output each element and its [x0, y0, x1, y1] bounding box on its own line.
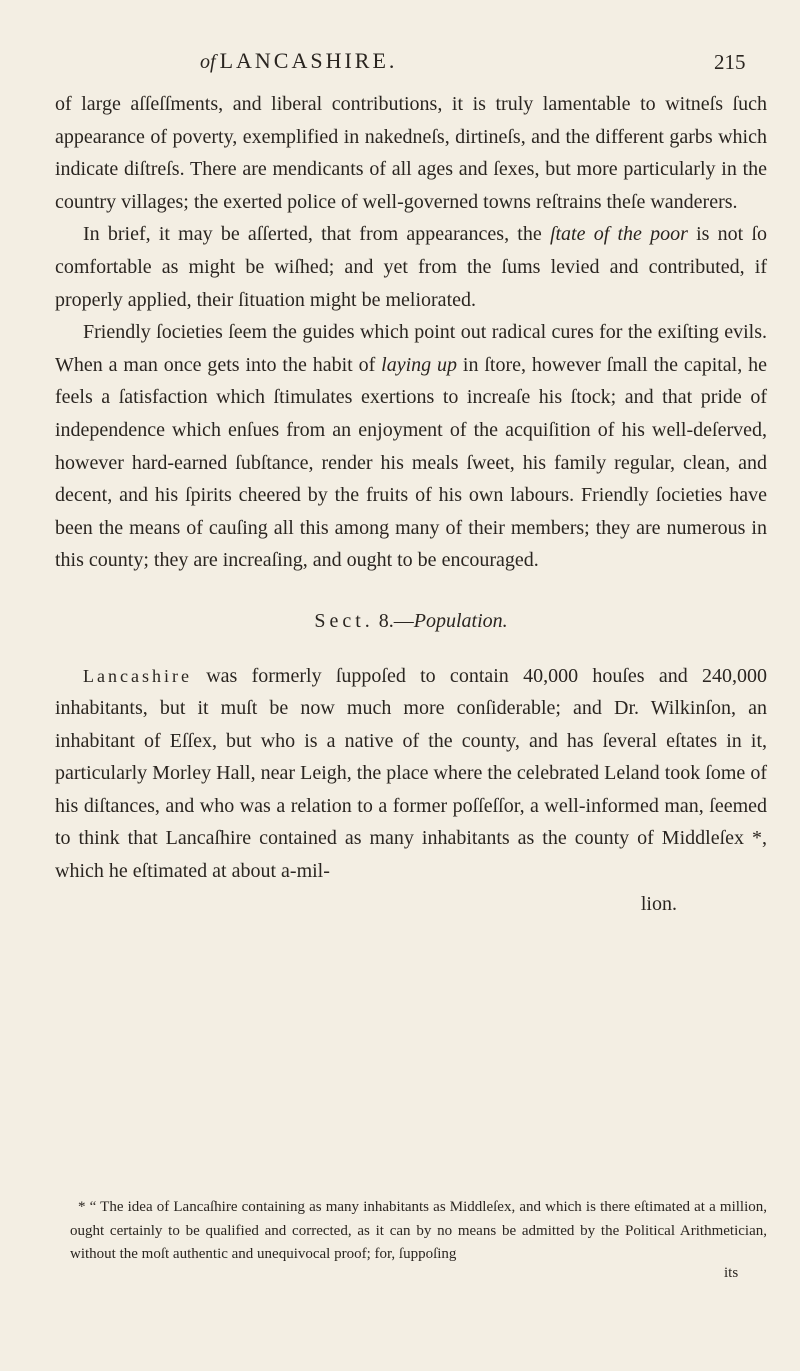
- footnote: [70, 1196, 767, 1267]
- section-title: Population.: [413, 609, 508, 632]
- running-head: [0, 48, 800, 88]
- body-text: [55, 88, 767, 920]
- catchword: its: [724, 1265, 739, 1281]
- paragraph-2: [55, 218, 767, 316]
- footnote-text: * “ The idea of Lancaſhire containing as many inhabitants as Middleſex, and which is there eſtimated at a million, ought certainly to be qualified and corrected, as it can by no means be admitted by the Political Arithmetician, without the moſt authentic and unequivocal proof; for, ſuppoſing: [70, 1199, 767, 1262]
- running-title-text: LANCASHIRE.: [219, 48, 398, 73]
- paragraph-2-start: In brief, it may be aſſerted, that from appearances, the: [83, 223, 550, 246]
- paragraph-2-italic: ſtate of the poor: [549, 223, 688, 246]
- paragraph-3-start: Friendly ſocieties ſeem the guides which point out radical cures for the exiſting evils. When a man once gets into the habit of: [55, 321, 767, 376]
- paragraph-4-lead: Lancashire: [83, 665, 192, 686]
- section-word: Sect.: [314, 609, 374, 632]
- paragraph-4-text: was formerly ſuppoſed to contain 40,000 houſes and 240,000 inhabitants, but it muſt be now much more conſiderable; and Dr. Wilkinſon, an inhabitant of Eſſex, but who is a native of the county, and has ſeveral eſtates in it, particularly Morley Hall, near Leigh, the place where the celebrated Leland took ſome of his diſtances, and who was a relation to a former poſſeſſor, a well-informed man, ſeemed to think that Lancaſhire contained as many inhabitants as the county of Middleſex *, which he eſtimated at about a-mil-: [55, 664, 767, 883]
- running-title: [200, 48, 397, 74]
- section-dash: —: [393, 609, 414, 632]
- running-title-of: of: [200, 51, 216, 73]
- paragraph-4: [55, 660, 767, 888]
- page-number: 215: [714, 50, 746, 74]
- paragraph-3-end: in ſtore, however ſmall the capital, he feels a ſatisfaction which ſtimulates exertions to increaſe his ſtock; and that pride of independence which enſues from an enjoyment of the acquiſition of his well-deſerved, however hard-earned ſubſtance, render his meals ſweet, his family regular, clean, and decent, and his ſpirits cheered by the fruits of his own labours. Friendly ſocieties have been the means of cauſing all this among many of their members; they are numerous in this county; they are increaſing, and ought to be encouraged.: [55, 353, 767, 572]
- section-heading: [55, 605, 767, 638]
- paragraph-2-end: is not ſo comfortable as might be wiſhed; and yet from the ſums levied and contributed, if properly applied, their ſituation might be meliorated.: [55, 223, 767, 311]
- section-number: 8.: [378, 609, 394, 632]
- paragraph-4-last-word: lion.: [640, 892, 677, 915]
- paragraph-3-italic: laying up: [381, 353, 458, 376]
- paragraph-1: of large aſſeſſments, and liberal contributions, it is truly lamentable to witneſs ſuch appearance of poverty, exemplified in nakedneſs, dirtineſs, and the different garbs which indicate diſtreſs. There are mendicants of all ages and ſexes, but more particularly in the country villages; the exerted police of well-governed towns reſtrains theſe wanderers.: [55, 93, 767, 213]
- paragraph-3: [55, 316, 767, 577]
